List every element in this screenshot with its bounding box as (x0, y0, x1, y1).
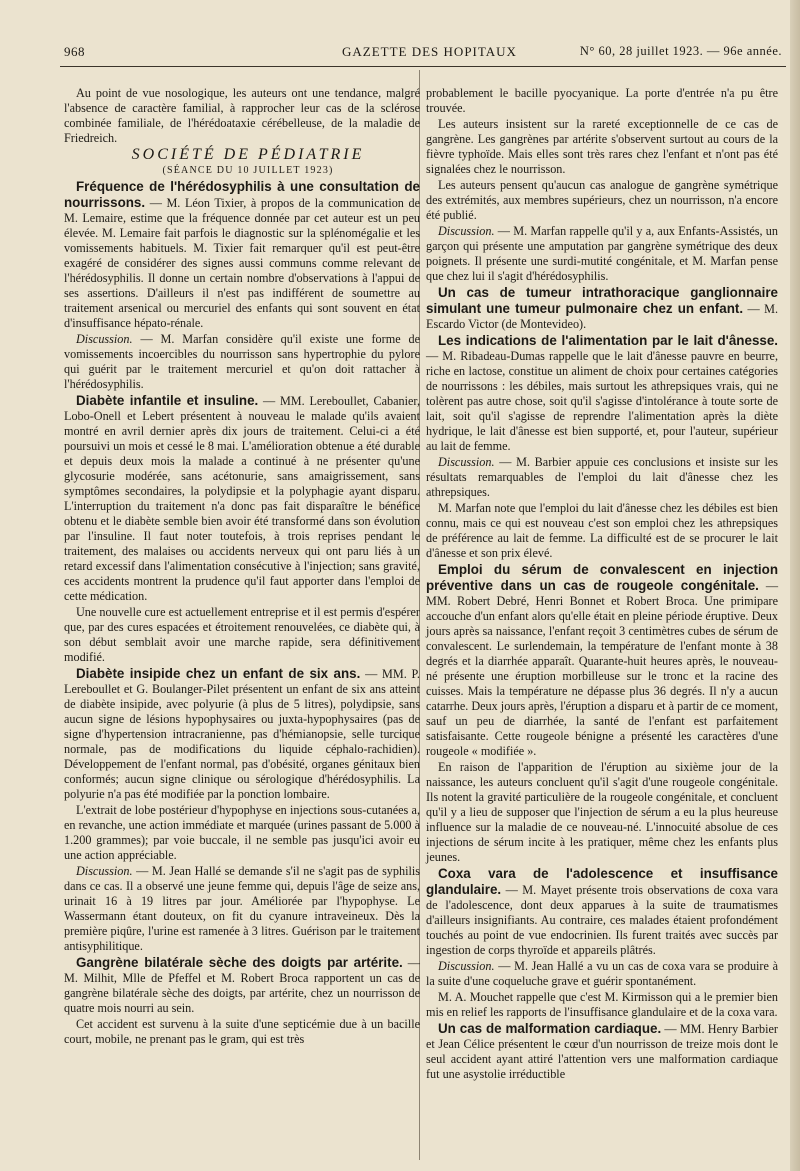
article-body: — M. Mayet présente trois observations de coxa vara de l'adolescence, dont deux apparues à la suite de traumatismes d'ailleurs insignifiants. Au contraire, ces malades étaient profondément touchés au point de vue endocrinien. Ils furent traités avec succès par ingestion de corps thyroïde et appareils plâtrés. (426, 883, 778, 957)
article-diabete-insuline (64, 393, 420, 604)
article-diabete-insipide (64, 666, 420, 802)
page-edge (790, 0, 800, 1171)
discussion-paragraph: Discussion. — M. Jean Hallé a vu un cas de coxa vara se produire à la suite d'une coqueluche grave et guérir spontanément. (426, 959, 778, 988)
discussion-paragraph: Discussion. — M. Barbier appuie ces conclusions et insiste sur les résultats remarquables de l'emploi du lait d'ânesse chez les athrepsiques. (426, 455, 778, 499)
discussion-label: Discussion. (76, 332, 133, 346)
right-column (426, 86, 778, 1083)
article-body: — M. Léon Tixier, à propos de la communication de M. Lemaire, estime que la fréquence donnée par cet auteur est un peu élevée. M. Lemaire fait parfois le diagnostic sur la splénomégalie et les vomissements habituels. M. Tixier fait remarquer qu'il est peut-être exagéré de considérer des signes aussi communs comme relevant de l'hérédosyphilis. Il donne un certain nombre d'observations à l'appui de ses assertions. D'ailleurs il n'est pas indifférent de soumettre au traitement arsenical ou mercuriel des enfants qui sont souvent en état d'insuffisance hépato-rénale. (64, 196, 420, 330)
article-title: Emploi du sérum de convalescent en injection préventive dans un cas de rougeole congénitale. (426, 562, 778, 593)
article-body: — M. Ribadeau-Dumas rappelle que le lait d'ânesse pauvre en beurre, riche en lactose, constitue un aliment de choix pour certaines catégories de nourrissons : les débiles, mais surtout les athrepsiques vrais, qui ne tolèrent pas autre chose, soit qu'il s'agisse d'intolérance à toute sorte de lait, soit qu'il s'agisse de reprendre l'alimentation après la diète hydrique, le lait d'ânesse est bien supporté, et, pour l'auteur, supérieur au lait de femme. (426, 349, 778, 453)
journal-title: GAZETTE DES HOPITAUX (342, 44, 517, 59)
article-paragraph: M. Marfan note que l'emploi du lait d'ânesse chez les débiles est bien connu, mais ce qui est nouveau c'est son emploi chez les athrepsiques de préférence au lait de femme. La difficulté est de se procurer le lait d'ânesse et son prix élevé. (426, 501, 778, 560)
article-paragraph: Les auteurs pensent qu'aucun cas analogue de gangrène symétrique des extrémités, aux membres supérieurs, chez un nourrisson, n'a encore été publié. (426, 178, 778, 222)
article-coxa-vara (426, 866, 778, 958)
left-column (64, 86, 420, 1048)
discussion-label: Discussion. (438, 224, 495, 238)
article-paragraph: En raison de l'apparition de l'éruption au sixième jour de la naissance, les auteurs concluent qu'il s'agit d'une rougeole congénitale. Ils notent la gravité particulière de la rougeole congénitale, et concluent qu'il y a lieu de supposer que l'injection de sérum a eu la plus heureuse influence sur la maladie de ce nouveau-né. L'innocuité absolue de ces injections de sérum incite à les pratiquer, même chez les enfants plus jeunes. (426, 760, 778, 864)
article-paragraph: L'extrait de lobe postérieur d'hypophyse en injections sous-cutanées a, en revanche, une action immédiate et marquée (urines passant de 5.000 à 1.200 grammes); par voie buccale, il ne semble pas jusqu'ici avoir eu une action appréciable. (64, 803, 420, 862)
article-title: Les indications de l'alimentation par le lait d'ânesse. (438, 333, 778, 348)
article-heredosyphilis (64, 179, 420, 331)
article-title: Un cas de malformation cardiaque. (438, 1021, 662, 1036)
section-title: SOCIÉTÉ DE PÉDIATRIE (131, 146, 365, 163)
article-body: — MM. P. Lereboullet et G. Boulanger-Pilet présentent un enfant de six ans atteint de diabète insipide, avec polyurie (à plus de 5 litres), polydipsie, sans aucun signe de lésions hypophysaires ou juxta-hypophysaires (pas de signe d'hypertension intracranienne, pas d'hémianopsie, selle turcique normale, pas de modifications du liquide céphalo-rachidien). Développement de l'enfant normal, pas d'obésité, organes génitaux bien conformés; aucun signe clinique ou sérologique d'hérédosyphilis. La polyurie n'a pas été modifiée par la ponction lombaire. (64, 667, 420, 801)
article-lait-anesse (426, 333, 778, 454)
article-body: — M. Milhit, Mlle de Pfeffel et M. Robert Broca rapportent un cas de gangrène bilatérale sèche des doigts, par artérite, chez un nourrisson de quatre mois nourri au sein. (64, 956, 420, 1015)
article-title: Coxa vara de l'adolescence et insuffisance glandulaire. (426, 866, 778, 897)
discussion-paragraph: Discussion. — M. Marfan considère qu'il existe une forme de vomissements incoercibles du nourrisson sans hypertrophie du pylore qui guérit par le traitement mercuriel et qu'on doit rattacher à l'hérédosyphilis. (64, 332, 420, 391)
discussion-label: Discussion. (438, 455, 495, 469)
article-malformation-cardiaque (426, 1021, 778, 1082)
article-title: Diabète infantile et insuline. (76, 393, 259, 408)
article-paragraph: Les auteurs insistent sur la rareté exceptionnelle de ce cas de gangrène. Les gangrènes par artérite s'observent surtout au cours de la fièvre typhoïde. Mais elles sont très rares chez l'enfant et n'ont pas été signalées chez le nourrisson. (426, 117, 778, 176)
article-paragraph: Cet accident est survenu à la suite d'une septicémie due à un bacille court, mobile, ne prenant pas le gram, qui est très (64, 1017, 420, 1046)
article-tumeur-intrathoracique (426, 285, 778, 332)
article-title: Fréquence de l'hérédosyphilis à une consultation de nourrissons. (64, 179, 420, 210)
page-number: 968 (64, 44, 85, 59)
article-paragraph: M. A. Mouchet rappelle que c'est M. Kirmisson qui a le premier bien mis en relief les rapports de l'insuffisance glandulaire et de la coxa vara. (426, 990, 778, 1019)
intro-paragraph: Au point de vue nosologique, les auteurs ont une tendance, malgré l'absence de caractère familial, à rapprocher leur cas de la sclérose combinée familiale, de l'hérédoataxie cérébelleuse, de la maladie de Friedreich. (64, 86, 420, 145)
issue-info: N° 60, 28 juillet 1923. — 96e année. (579, 44, 782, 58)
discussion-label: Discussion. (438, 959, 495, 973)
discussion-label: Discussion. (76, 864, 133, 878)
article-title: Un cas de tumeur intrathoracique ganglionnaire simulant une tumeur pulmonaire chez un enfant. (426, 285, 778, 316)
article-gangrene (64, 955, 420, 1016)
article-title: Gangrène bilatérale sèche des doigts par artérite. (76, 955, 403, 970)
article-title: Diabète insipide chez un enfant de six ans. (76, 666, 361, 681)
header-rule (60, 66, 786, 67)
discussion-paragraph: Discussion. — M. Marfan rappelle qu'il y a, aux Enfants-Assistés, un garçon qui présente une amputation par gangrène symétrique des deux poignets. Il présente une surdi-mutité congénitale, et M. Marfan pense que chez lui il s'agit d'hérédosyphilis. (426, 224, 778, 283)
article-body: — MM. Lereboullet, Cabanier, Lobo-Onell et Lebert présentent à nouveau le malade qu'ils avaient montré en avril dernier après dix jours de traitement. Celui-ci a été poursuivi un mois et cessé le 8 mai. L'amélioration obtenue a été durable et depuis deux mois la malade a continué à ne présenter qu'une glycosurie modérée, sans acétonurie, sans amaigrissement, sans symptômes secondaires, la polydipsie et la polyphagie ayant disparu. L'interruption du traitement n'a donc pas fait disparaître le bénéfice obtenu et le diabète semble bien avoir été transformé dans son évolution par l'insuline. Il faut noter toutefois, à trois reprises pendant le traitement, des malaises ou accidents nerveux qui ont paru liés à un retard excessif dans l'alimentation consécutive à l'injection; sans gravité, ces accidents montrent la prudence qu'il faut apporter dans l'emploi de cette médication. (64, 394, 420, 603)
article-body: — MM. Robert Debré, Henri Bonnet et Robert Broca. Une primipare accouche d'un enfant alors qu'elle était en pleine période éruptive. Deux jours après sa naissance, l'enfant reçoit 3 centimètres cubes de sérum de convalescent. Le surlendemain, la température de l'enfant monte à 38 degrés et la diarrhée apparaît. Quarante-huit heures après, le nouveau-né présente une éruption morbilleuse sur le tronc et la racine des cuisses. Mais la température ne dépasse plus 36 degrés. Il n'y a aucun catarrhe. Deux jours après, l'éruption a disparu et à partir de ce moment, sauf un peu de diarrhée, la santé de l'enfant est parfaitement satisfaisante. Cette rougeole bénigne a présenté les caractères d'une rougeole « modifiée ». (426, 579, 779, 758)
article-body: — M. Escardo Victor (de Montevideo). (426, 302, 778, 331)
article-serum-convalescent (426, 562, 778, 759)
article-paragraph: Une nouvelle cure est actuellement entreprise et il est permis d'espérer que, par des cures espacées et étroitement renouvelées, ce diabète qui, à son début semblait avoir une marche rapide, sera définitivement modifié. (64, 605, 420, 664)
article-paragraph: probablement le bacille pyocyanique. La porte d'entrée n'a pu être trouvée. (426, 86, 778, 115)
discussion-paragraph: Discussion. — M. Jean Hallé se demande s'il ne s'agit pas de syphilis dans ce cas. Il a observé une jeune femme qui, depuis l'âge de seize ans, urinait 16 à 19 litres par jour. Améliorée par l'hypophyse. Le Wassermann étant douteux, on fit du cyanure intraveineux. Dès la première piqûre, l'urine est ramenée à 3 litres. Guérison par le traitement antisyphilitique. (64, 864, 420, 953)
page-header (64, 44, 782, 66)
article-body: — MM. Henry Barbier et Jean Célice présentent le cœur d'un nourrisson de treize mois dont le seul accident ayant attiré l'attention vers une malformation cardiaque fut une asystolie irréductible (426, 1022, 778, 1081)
section-subtitle: (SÉANCE DU 10 JUILLET 1923) (162, 165, 334, 176)
